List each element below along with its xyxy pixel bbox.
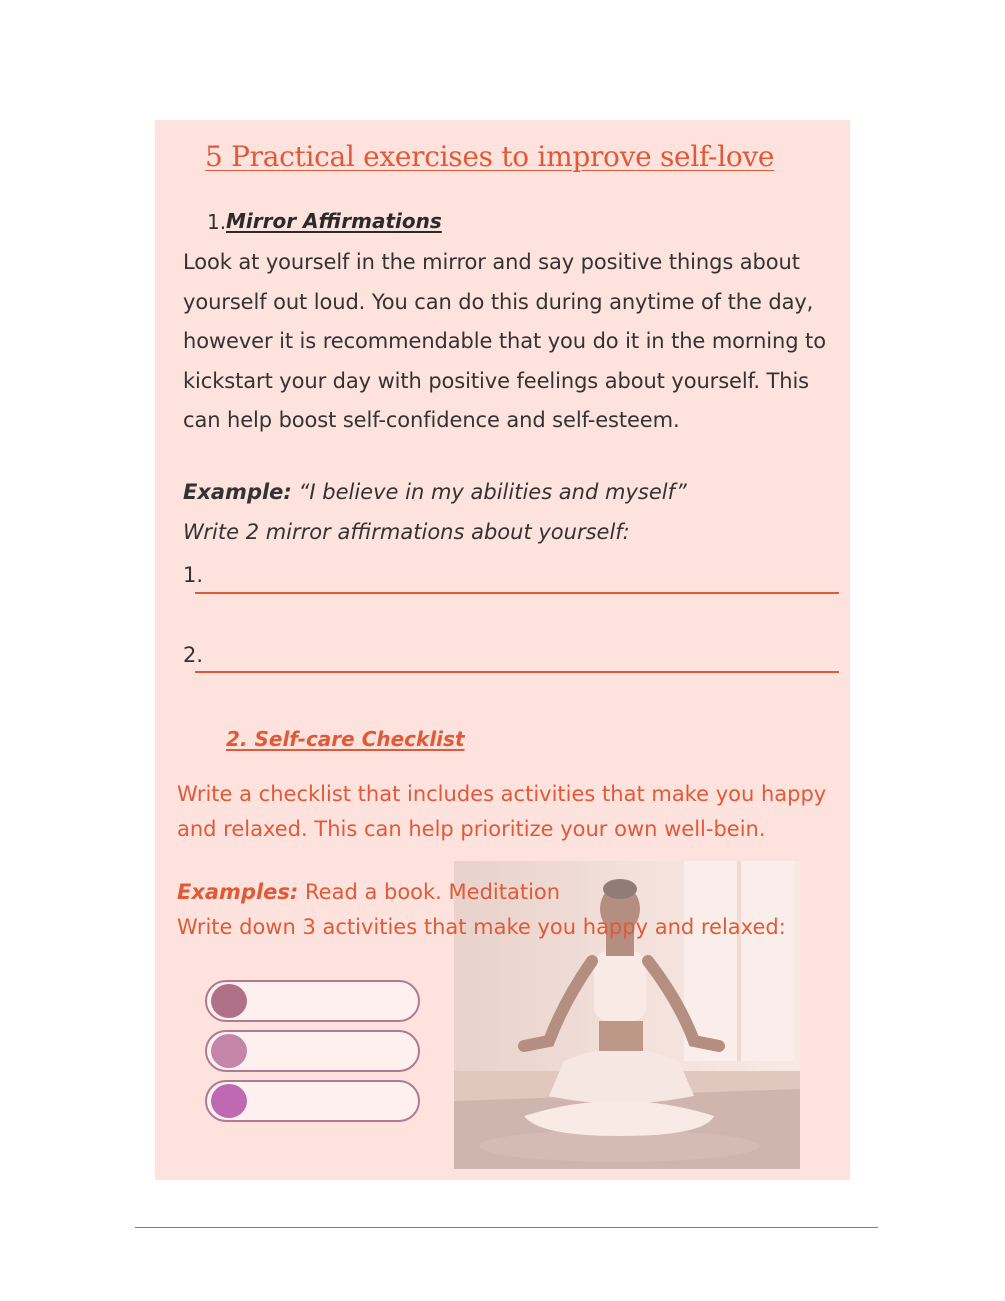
checklist-bullet[interactable] [211,984,247,1018]
affirmation-answer-line-2[interactable] [195,671,839,673]
meditation-illustration [454,861,800,1169]
example-text: “I believe in my abilities and myself” [298,480,687,504]
affirmation-answer-line-1[interactable] [195,592,839,594]
section-1-example [183,480,687,504]
answer-number-2: 2. [183,643,204,667]
examples-text: Read a book. Meditation [298,880,561,904]
paragraph-line: can help boost self-confidence and self-esteem. [183,408,680,432]
answer-number-1: 1. [183,563,204,587]
checklist-bullet[interactable] [211,1084,247,1118]
examples-label: Examples: [177,880,299,904]
checklist-item-3[interactable] [205,1080,420,1122]
page-title: 5 Practical exercises to improve self-love [205,140,775,173]
checklist-item-2[interactable] [205,1030,420,1072]
section-2-paragraph [177,777,837,847]
paragraph-line: Look at yourself in the mirror and say positive things about [183,250,800,274]
meditation-photo [454,861,800,1169]
section-2-examples [177,880,560,904]
paragraph-line: however it is recommendable that you do it in the morning to [183,329,826,353]
example-label: Example: [183,480,292,504]
paragraph-line: Write a checklist that includes activities that make you happy [177,782,827,806]
checklist-item-1[interactable] [205,980,420,1022]
footer-divider [135,1227,878,1228]
paragraph-line: yourself out loud. You can do this during anytime of the day, [183,289,814,314]
section-2-instruction: Write down 3 activities that make you happy and relaxed: [177,915,786,939]
section-1-heading: Mirror Affirmations [226,209,442,233]
section-1-number: 1. [207,210,227,234]
paragraph-line: kickstart your day with positive feelings about yourself. This [183,368,810,393]
checklist-bullet[interactable] [211,1034,247,1068]
section-1-instruction: Write 2 mirror affirmations about yourself: [183,520,630,544]
section-2-heading: 2. Self-care Checklist [226,727,465,751]
paragraph-line: and relaxed. This can help prioritize your own well-bein. [177,817,766,841]
section-1-paragraph [183,243,848,441]
